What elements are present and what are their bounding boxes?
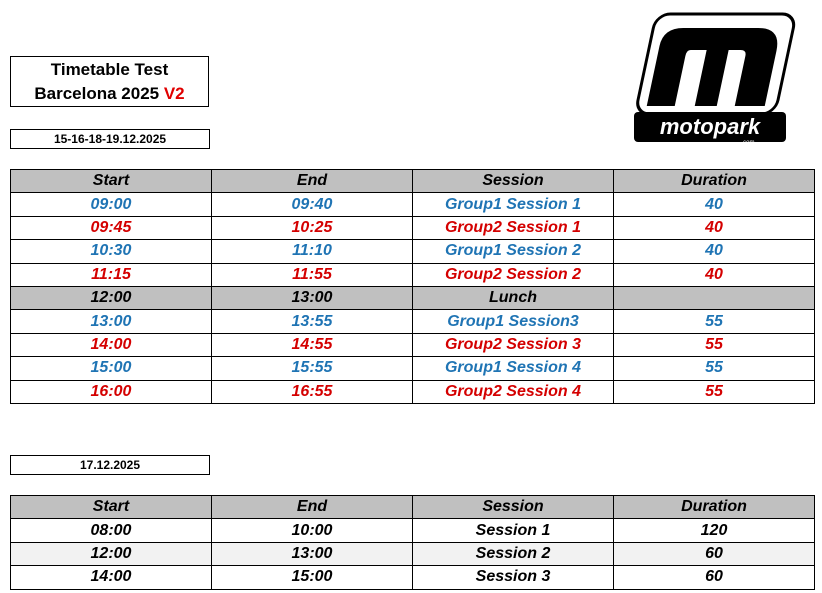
cell-start: 12:00 [11,286,212,309]
table-row [11,286,815,309]
table-row [11,380,815,403]
schedule1-body [11,193,815,404]
cell-start: 10:30 [11,240,212,263]
table-row [11,333,815,356]
cell-end: 13:55 [212,310,413,333]
cell-session: Group2 Session 1 [413,216,614,239]
cell-end: 14:55 [212,333,413,356]
cell-duration [614,286,815,309]
cell-duration: 40 [614,216,815,239]
cell-end: 15:55 [212,357,413,380]
logo-text: motopark [659,114,761,139]
cell-session: Lunch [413,286,614,309]
col-end: End [212,496,413,519]
cell-duration: 55 [614,357,815,380]
title-line-1: Timetable Test [50,60,169,79]
cell-duration: 120 [614,519,815,542]
schedule2-table [10,495,815,590]
title-location: Barcelona 2025 [34,84,160,103]
cell-duration: 55 [614,333,815,356]
cell-start: 15:00 [11,357,212,380]
cell-end: 16:55 [212,380,413,403]
cell-start: 14:00 [11,333,212,356]
cell-session: Session 3 [413,566,614,589]
col-end: End [212,170,413,193]
col-duration: Duration [614,170,815,193]
cell-end: 13:00 [212,542,413,565]
table-row [11,566,815,589]
version-label: V2 [163,84,185,103]
table-row [11,216,815,239]
cell-start: 13:00 [11,310,212,333]
cell-session: Group1 Session 1 [413,193,614,216]
cell-session: Group1 Session3 [413,310,614,333]
cell-session: Group1 Session 2 [413,240,614,263]
cell-end: 11:55 [212,263,413,286]
schedule2-dates: 17.12.2025 [10,455,210,475]
cell-end: 09:40 [212,193,413,216]
schedule1-table [10,169,815,404]
schedule2-body [11,519,815,589]
cell-session: Group2 Session 4 [413,380,614,403]
cell-duration: 60 [614,542,815,565]
table-row [11,357,815,380]
cell-duration: 55 [614,380,815,403]
cell-end: 10:25 [212,216,413,239]
cell-session: Group2 Session 3 [413,333,614,356]
table-row [11,519,815,542]
table-row [11,542,815,565]
cell-duration: 40 [614,193,815,216]
motopark-logo [628,6,800,146]
cell-start: 12:00 [11,542,212,565]
cell-end: 11:10 [212,240,413,263]
title-line-2 [11,82,208,106]
col-session: Session [413,170,614,193]
cell-end: 10:00 [212,519,413,542]
cell-duration: 40 [614,240,815,263]
cell-start: 09:45 [11,216,212,239]
table-header-row [11,496,815,519]
cell-start: 08:00 [11,519,212,542]
cell-session: Group1 Session 4 [413,357,614,380]
cell-start: 09:00 [11,193,212,216]
schedule1-dates: 15-16-18-19.12.2025 [10,129,210,149]
cell-start: 14:00 [11,566,212,589]
cell-duration: 55 [614,310,815,333]
cell-session: Group2 Session 2 [413,263,614,286]
cell-duration: 40 [614,263,815,286]
cell-start: 16:00 [11,380,212,403]
col-start: Start [11,170,212,193]
cell-session: Session 2 [413,542,614,565]
table-row [11,310,815,333]
col-start: Start [11,496,212,519]
col-duration: Duration [614,496,815,519]
cell-duration: 60 [614,566,815,589]
logo-sub: .com [741,140,755,146]
cell-end: 13:00 [212,286,413,309]
table-header-row [11,170,815,193]
cell-start: 11:15 [11,263,212,286]
table-row [11,240,815,263]
col-session: Session [413,496,614,519]
cell-end: 15:00 [212,566,413,589]
table-row [11,193,815,216]
table-row [11,263,815,286]
cell-session: Session 1 [413,519,614,542]
timetable-title [10,56,209,107]
